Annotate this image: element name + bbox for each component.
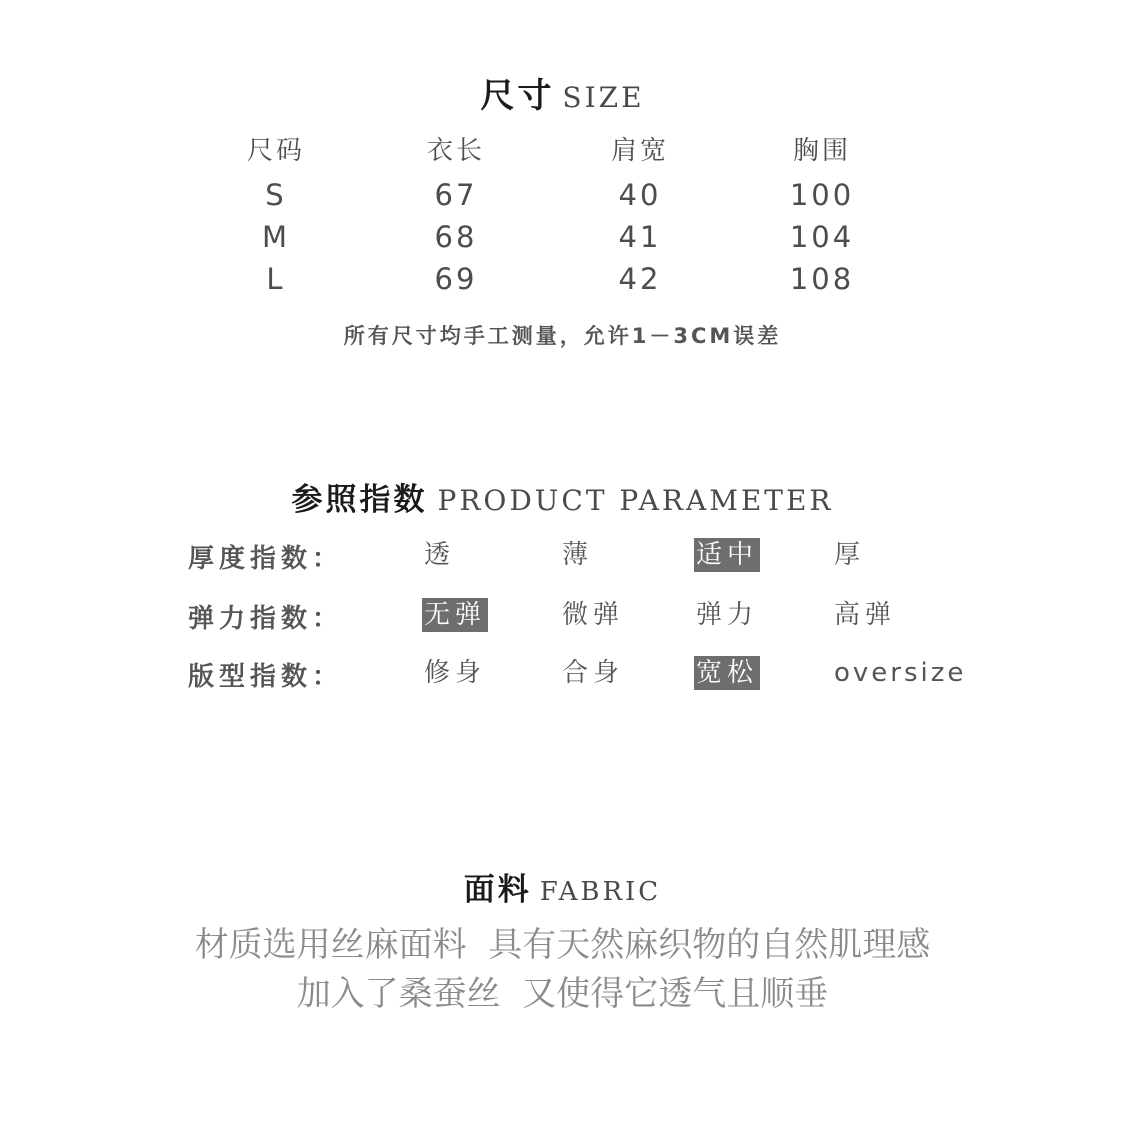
fabric-description-line: 加入了桑蚕丝 又使得它透气且顺垂 — [296, 974, 829, 1014]
param-option: 厚 — [834, 540, 866, 570]
size-cell: 68 — [434, 220, 478, 254]
param-option: 高弹 — [834, 600, 897, 630]
param-option-selected: 适中 — [696, 540, 759, 570]
thickness-label: 厚度指数： — [188, 544, 344, 574]
param-title-en: PRODUCT PARAMETER — [437, 484, 834, 517]
size-header-length: 衣长 — [426, 136, 485, 166]
size-cell: 67 — [434, 178, 478, 212]
size-cell: 100 — [789, 178, 855, 212]
size-header-size: 尺码 — [246, 136, 305, 166]
size-cell: 108 — [789, 262, 855, 296]
size-cell: 40 — [618, 178, 662, 212]
param-option-selected: 宽松 — [696, 658, 759, 688]
size-cell: M — [261, 220, 291, 254]
size-header-shoulder: 肩宽 — [610, 136, 669, 166]
param-option: 修身 — [424, 658, 487, 688]
size-cell: 104 — [789, 220, 855, 254]
size-cell: S — [265, 178, 287, 212]
param-option: 合身 — [562, 658, 625, 688]
size-cell: L — [266, 262, 286, 296]
size-section-heading — [0, 68, 1125, 117]
param-section-heading — [0, 474, 1125, 519]
size-cell: 69 — [434, 262, 478, 296]
fabric-title-en: FABRIC — [539, 877, 662, 907]
param-option: 微弹 — [562, 600, 625, 630]
elasticity-label: 弹力指数： — [188, 604, 344, 634]
size-measurement-note: 所有尺寸均手工测量，允许1－3CM误差 — [343, 324, 782, 348]
param-option: 透 — [424, 540, 456, 570]
param-title-cn: 参照指数 — [291, 482, 428, 518]
size-cell: 41 — [618, 220, 662, 254]
param-option: oversize — [834, 658, 967, 688]
fabric-section-heading — [0, 864, 1125, 909]
size-cell: 42 — [618, 262, 662, 296]
param-option: 弹力 — [696, 600, 759, 630]
size-title-en: SIZE — [562, 81, 645, 114]
param-option: 薄 — [562, 540, 594, 570]
size-title-cn: 尺寸 — [480, 76, 555, 116]
param-option-selected: 无弹 — [424, 600, 487, 630]
fabric-title-cn: 面料 — [463, 872, 532, 908]
fit-label: 版型指数： — [188, 662, 344, 692]
size-header-chest: 胸围 — [792, 136, 851, 166]
fabric-description-line: 材质选用丝麻面料 具有天然麻织物的自然肌理感 — [194, 925, 931, 965]
